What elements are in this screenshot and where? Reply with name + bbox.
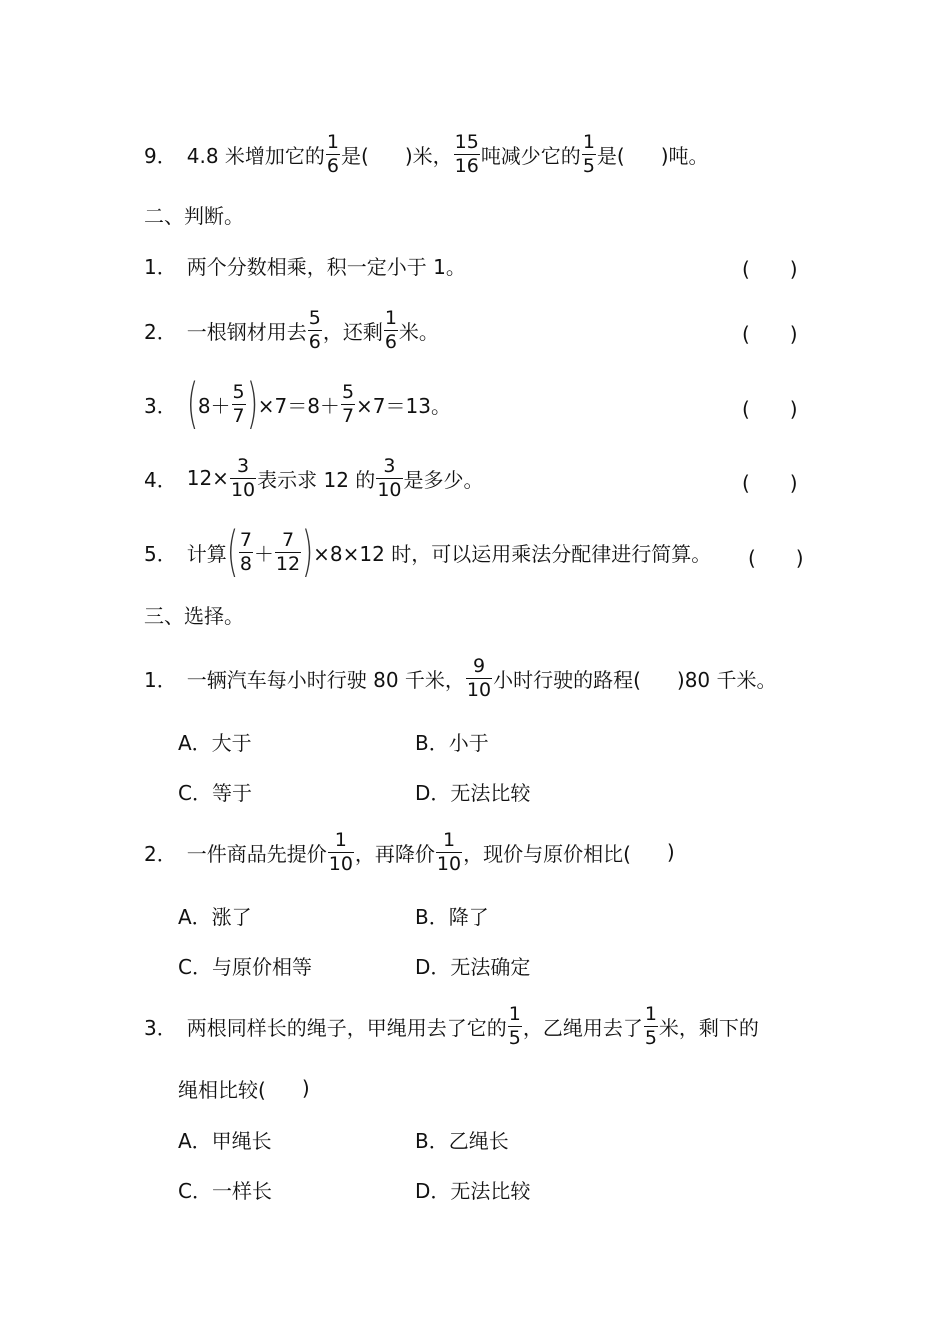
- question-text: ，还剩: [322, 319, 383, 344]
- question-text: 两根同样长的绳子，甲绳用去了它的: [186, 1015, 507, 1040]
- right-paren: ): [246, 372, 258, 435]
- question-text: ×7＝13。: [356, 393, 451, 418]
- question-text: 一根钢材用去: [186, 319, 307, 344]
- question-text: )吨。: [660, 143, 709, 168]
- judge-question-1: [144, 235, 466, 295]
- fraction: $\frac{5}{7}$: [232, 380, 245, 427]
- choice-question-1: [144, 648, 777, 708]
- question-number: 4．: [144, 467, 177, 492]
- question-text: )80 千米。: [676, 667, 777, 692]
- fraction: $\frac{9}{10}$: [466, 654, 492, 701]
- fraction: $\frac{1}{5}$: [508, 1002, 521, 1049]
- question-text: 表示求 12 的: [257, 467, 376, 492]
- question-number: 1．: [144, 254, 177, 279]
- question-number: 2．: [144, 319, 177, 344]
- fraction: $\frac{1}{10}$: [328, 828, 353, 875]
- option-d[interactable]: D．无法确定: [415, 955, 531, 979]
- judge-question-4: [144, 448, 484, 508]
- question-number: 3．: [144, 1015, 177, 1040]
- fraction: $\frac{5}{7}$: [341, 380, 355, 427]
- choice-question-2: [144, 822, 675, 882]
- fraction: $\frac{15}{16}$: [454, 130, 479, 177]
- question-text: 一辆汽车每小时行驶 80 千米，: [186, 667, 465, 692]
- fraction: $\frac{1}{5}$: [582, 130, 595, 177]
- option-a[interactable]: A．涨了: [178, 905, 252, 929]
- question-text: 吨减少它的: [480, 143, 581, 168]
- question-text: 12×: [186, 466, 229, 490]
- option-c[interactable]: C．一样长: [178, 1179, 272, 1203]
- answer-paren[interactable]: ( ): [742, 257, 798, 281]
- question-number: 2．: [144, 841, 177, 866]
- question-text: ): [301, 1076, 310, 1100]
- answer-paren[interactable]: ( ): [742, 397, 798, 421]
- option-b[interactable]: B．乙绳长: [415, 1129, 509, 1153]
- judge-question-5: [144, 522, 711, 582]
- question-text: )米，: [404, 143, 453, 168]
- judge-question-3: [144, 374, 451, 434]
- option-b[interactable]: B．降了: [415, 905, 489, 929]
- left-paren: (: [226, 520, 239, 583]
- option-d[interactable]: D．无法比较: [415, 781, 531, 805]
- question-text: 是多少。: [403, 467, 484, 492]
- fraction: $\frac{5}{6}$: [308, 306, 321, 353]
- section-heading-judge: 二、判断。: [144, 203, 244, 228]
- fraction: $\frac{1}{6}$: [326, 130, 339, 177]
- option-a[interactable]: A．甲绳长: [178, 1129, 272, 1153]
- answer-paren[interactable]: ( ): [748, 546, 804, 570]
- question-text: 4.8 米增加它的: [186, 143, 325, 168]
- question-text: ，再降价: [354, 841, 435, 866]
- fraction: $\frac{1}{5}$: [644, 1002, 657, 1049]
- section-heading-choice: 三、选择。: [144, 603, 244, 628]
- question-text: 两个分数相乘，积一定小于 1。: [186, 254, 466, 279]
- fraction: $\frac{1}{10}$: [436, 828, 462, 875]
- choice-question-3-line-2: [178, 1058, 310, 1118]
- right-paren: ): [301, 520, 314, 583]
- fraction: $\frac{7}{12}$: [275, 528, 301, 575]
- question-text: ): [666, 840, 675, 864]
- fraction: $\frac{1}{6}$: [384, 306, 397, 353]
- option-a[interactable]: A．大于: [178, 731, 252, 755]
- fraction: $\frac{3}{10}$: [230, 454, 256, 501]
- choice-question-3: [144, 996, 759, 1056]
- question-number: 9．: [144, 143, 177, 168]
- option-c[interactable]: C．与原价相等: [178, 955, 312, 979]
- question-text: ×8×12 时，可以运用乘法分配律进行简算。: [313, 541, 712, 566]
- question-number: 5．: [144, 541, 177, 566]
- left-paren: (: [186, 372, 199, 435]
- question-text: 是(: [596, 143, 625, 168]
- judge-question-2: [144, 300, 439, 360]
- option-c[interactable]: C．等于: [178, 781, 252, 805]
- question-number: 1．: [144, 667, 177, 692]
- fraction: $\frac{7}{8}$: [239, 528, 252, 575]
- answer-paren[interactable]: ( ): [742, 322, 798, 346]
- question-text: 小时行驶的路程(: [493, 667, 641, 692]
- question-text: 是(: [341, 143, 369, 168]
- question-text: 一件商品先提价: [186, 841, 327, 866]
- question-text: 8＋: [197, 393, 231, 418]
- question-number: 3．: [144, 393, 177, 418]
- question-text: ，现价与原价相比(: [463, 841, 631, 866]
- answer-paren[interactable]: ( ): [742, 471, 798, 495]
- question-text: ，乙绳用去了: [522, 1015, 643, 1040]
- option-d[interactable]: D．无法比较: [415, 1179, 531, 1203]
- fill-question-9: [144, 124, 709, 184]
- option-b[interactable]: B．小于: [415, 731, 489, 755]
- question-text: ×7＝8＋: [257, 393, 340, 418]
- plus-sign: ＋: [253, 541, 274, 566]
- question-text: 绳相比较(: [178, 1077, 266, 1102]
- question-text: 米。: [398, 319, 439, 344]
- question-text: 计算: [186, 541, 227, 566]
- fraction: $\frac{3}{10}$: [377, 454, 402, 501]
- question-text: 米，剩下的: [658, 1015, 759, 1040]
